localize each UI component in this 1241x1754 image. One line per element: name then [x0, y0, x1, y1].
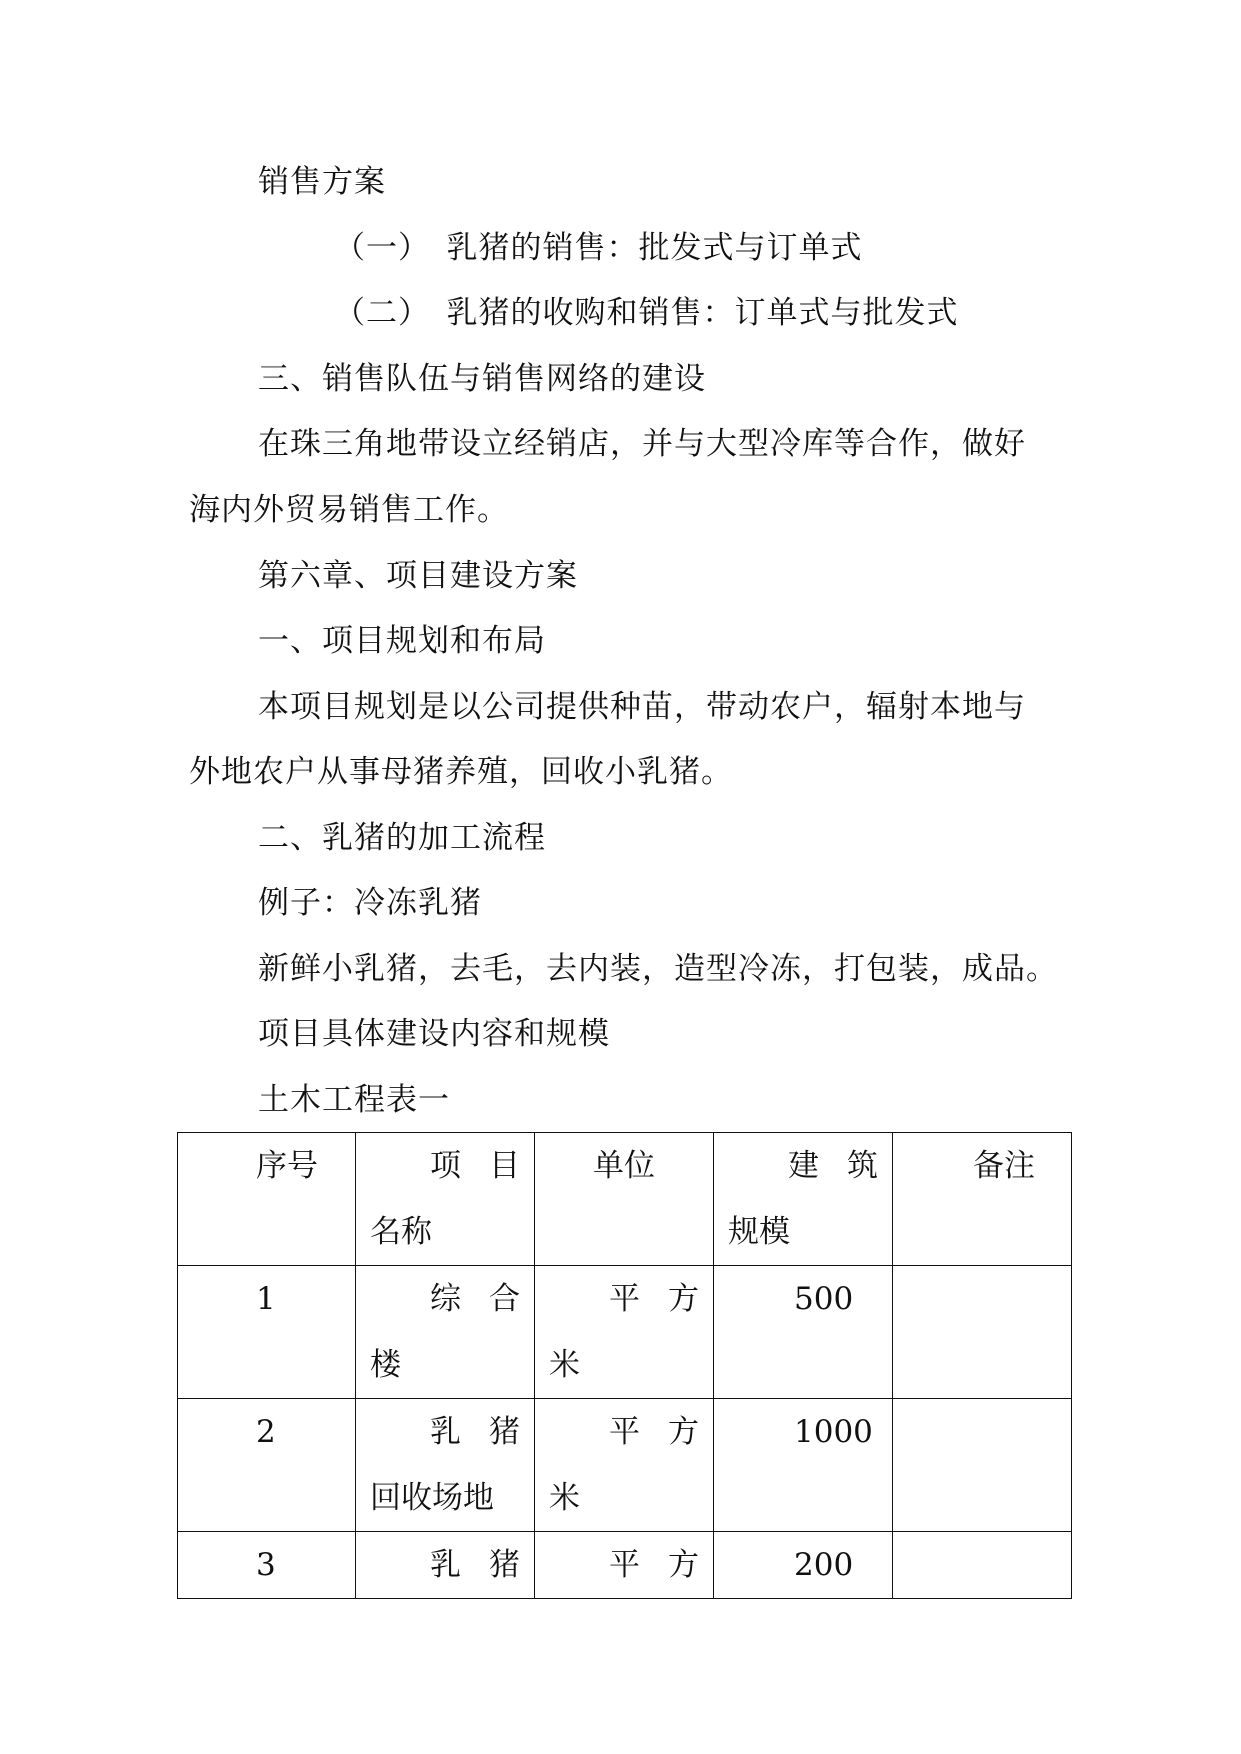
paragraph-sales-item-1: （一） 乳猪的销售：批发式与订单式	[334, 230, 863, 266]
row-3-name-b: 猪	[489, 1547, 520, 1583]
header-name-b: 目	[489, 1148, 520, 1184]
header-scale-cell	[714, 1133, 893, 1266]
row-2-remark-cell	[893, 1399, 1072, 1532]
header-unit: 单位	[593, 1148, 655, 1184]
row-3-unit-b: 方	[668, 1547, 699, 1583]
row-2-unit-bottom: 米	[549, 1480, 580, 1516]
row-1-name-b: 合	[489, 1281, 520, 1317]
row-2-seq-cell	[178, 1399, 356, 1532]
row-2-name-cell	[356, 1399, 535, 1532]
row-1-unit-bottom: 米	[549, 1347, 580, 1383]
paragraph-planning-line-2: 外地农户从事母猪养殖，回收小乳猪。	[189, 754, 733, 790]
row-2-seq: 2	[256, 1414, 276, 1450]
row-3-scale: 200	[794, 1547, 854, 1583]
paragraph-process-steps: 新鲜小乳猪，去毛，去内装，造型冷冻，打包装，成品。	[258, 951, 1058, 987]
row-1-unit-top	[535, 1266, 713, 1332]
header-seq-cell	[178, 1133, 356, 1266]
row-1-unit-b: 方	[668, 1281, 699, 1317]
row-2-name-b: 猪	[489, 1414, 520, 1450]
row-1-seq-cell	[178, 1266, 356, 1399]
row-1-unit-a: 平	[609, 1281, 640, 1317]
table-row	[178, 1399, 1072, 1532]
row-1-remark-cell	[893, 1266, 1072, 1399]
row-2-unit-top	[535, 1399, 713, 1465]
row-3-seq: 3	[256, 1547, 276, 1583]
header-name-a: 项	[430, 1148, 461, 1184]
header-unit-cell	[535, 1133, 714, 1266]
paragraph-planning-line-1: 本项目规划是以公司提供种苗，带动农户，辐射本地与	[258, 689, 1026, 725]
paragraph-table-title: 土木工程表一	[258, 1082, 450, 1118]
row-2-scale-cell	[714, 1399, 893, 1532]
paragraph-sales-plan: 销售方案	[258, 164, 386, 200]
row-1-seq: 1	[256, 1281, 276, 1317]
table-row	[178, 1266, 1072, 1399]
row-3-name-top	[356, 1532, 534, 1598]
paragraph-sales-item-2: （二） 乳猪的收购和销售：订单式与批发式	[334, 295, 959, 331]
paragraph-construction-content: 项目具体建设内容和规模	[258, 1016, 610, 1052]
table-row	[178, 1532, 1072, 1599]
row-2-unit-cell	[535, 1399, 714, 1532]
paragraph-processing-flow: 二、乳猪的加工流程	[258, 820, 546, 856]
row-1-scale: 500	[794, 1281, 854, 1317]
header-scale-top	[714, 1133, 892, 1199]
row-3-name-cell	[356, 1532, 535, 1599]
row-3-unit-a: 平	[609, 1547, 640, 1583]
header-seq: 序号	[256, 1148, 318, 1184]
row-2-unit-b: 方	[668, 1414, 699, 1450]
row-2-name-a: 乳	[430, 1414, 461, 1450]
row-1-name-a: 综	[430, 1281, 461, 1317]
header-scale-bottom: 规模	[728, 1214, 790, 1250]
row-1-name-cell	[356, 1266, 535, 1399]
header-scale-a: 建	[788, 1148, 819, 1184]
row-3-scale-cell	[714, 1532, 893, 1599]
row-3-remark-cell	[893, 1532, 1072, 1599]
row-2-scale: 1000	[794, 1414, 873, 1450]
header-scale-b: 筑	[847, 1148, 878, 1184]
row-3-unit-cell	[535, 1532, 714, 1599]
header-name-bottom: 名称	[370, 1214, 432, 1250]
table-header-row	[178, 1133, 1072, 1266]
paragraph-example: 例子：冷冻乳猪	[258, 885, 482, 921]
civil-engineering-table	[177, 1132, 1072, 1599]
row-3-unit-top	[535, 1532, 713, 1598]
row-2-name-bottom: 回收场地	[370, 1480, 494, 1516]
header-remark-cell	[893, 1133, 1072, 1266]
row-2-unit-a: 平	[609, 1414, 640, 1450]
paragraph-sales-team: 三、销售队伍与销售网络的建设	[258, 361, 706, 397]
paragraph-distribution-line-1: 在珠三角地带设立经销店，并与大型冷库等合作，做好	[258, 426, 1026, 462]
paragraph-distribution-line-2: 海内外贸易销售工作。	[189, 492, 509, 528]
header-name-cell	[356, 1133, 535, 1266]
row-1-name-top	[356, 1266, 534, 1332]
row-1-unit-cell	[535, 1266, 714, 1399]
row-2-name-top	[356, 1399, 534, 1465]
header-name-top	[356, 1133, 534, 1199]
row-3-name-a: 乳	[430, 1547, 461, 1583]
row-1-scale-cell	[714, 1266, 893, 1399]
paragraph-planning-layout: 一、项目规划和布局	[258, 623, 546, 659]
row-1-name-bottom: 楼	[370, 1347, 401, 1383]
row-3-seq-cell	[178, 1532, 356, 1599]
header-remark: 备注	[973, 1148, 1035, 1184]
paragraph-chapter-six: 第六章、项目建设方案	[258, 558, 578, 594]
